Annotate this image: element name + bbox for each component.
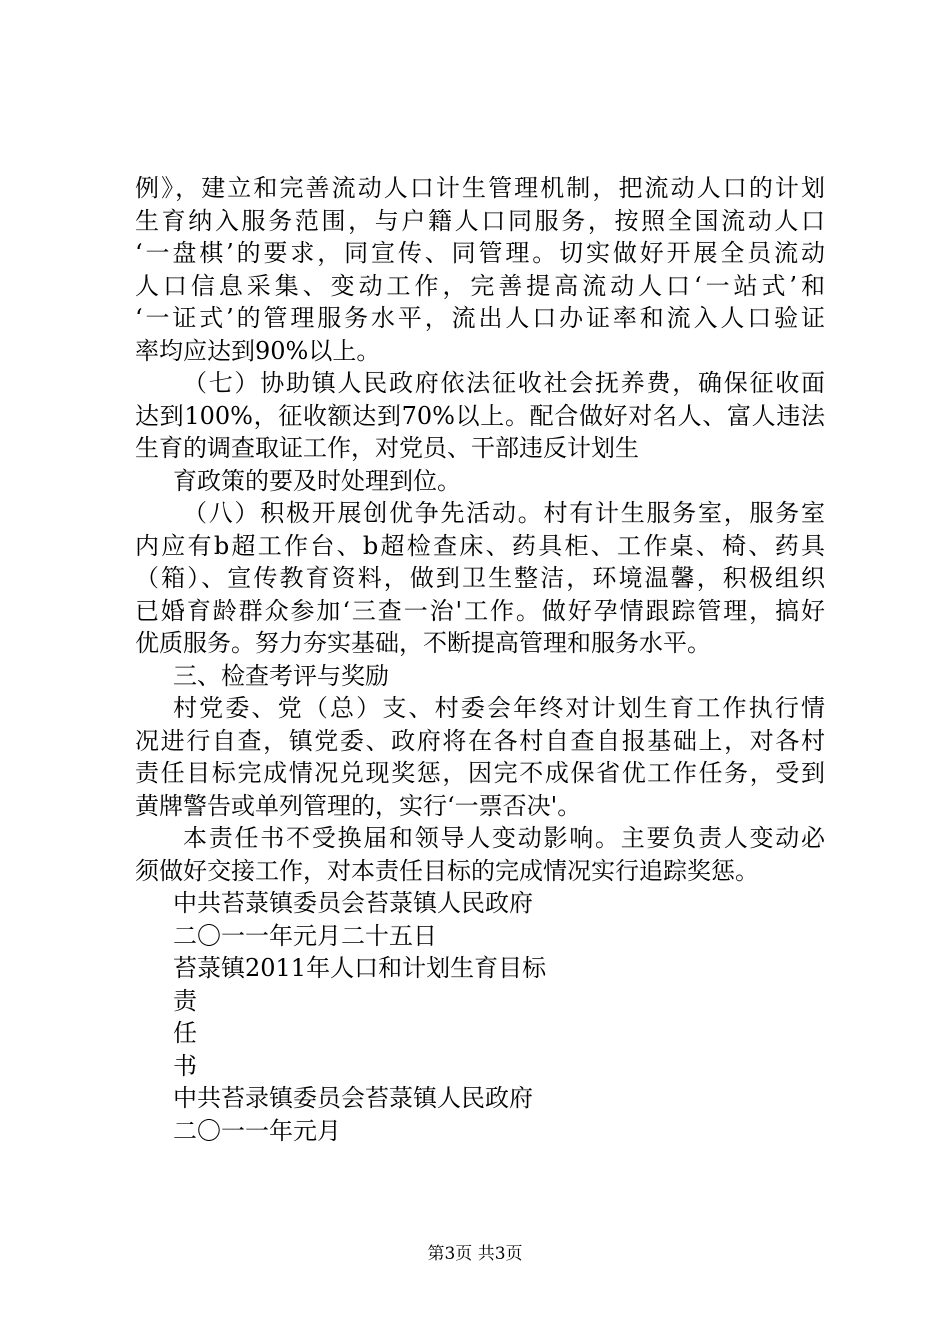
signatory-line: 中共苔菉镇委员会苔菉镇人民政府 bbox=[173, 889, 533, 917]
text-line: 责任目标完成情况兑现奖惩，因完不成保省优工作任务，受到 bbox=[135, 759, 825, 787]
section-heading: 三、检查考评与奖励 bbox=[173, 661, 389, 690]
text-line: 育政策的要及时处理到位。 bbox=[173, 466, 461, 495]
text-line: 优质服务。努力夯实基础，不断提高管理和服务水平。 bbox=[135, 629, 711, 657]
document-title: 苔菉镇2011年人口和计划生育目标 bbox=[173, 954, 547, 982]
date-line: 二〇一一年元月 bbox=[173, 1116, 341, 1145]
text-line: 已婚育龄群众参加‘三查一治'工作。做好孕情跟踪管理，搞好 bbox=[135, 596, 825, 625]
text-line: （七）协助镇人民政府依法征收社会抚养费，确保征收面 bbox=[183, 369, 825, 397]
text-line: 黄牌警告或单列管理的，实行‘一票否决'。 bbox=[135, 791, 582, 820]
text-line: ‘一证式’的管理服务水平，流出人口办证率和流入人口验证 bbox=[135, 304, 825, 332]
text-line: ‘一盘棋’的要求，同宣传、同管理。切实做好开展全员流动 bbox=[135, 239, 825, 267]
text-line: 生育的调查取证工作，对党员、干部违反计划生 bbox=[135, 434, 639, 462]
document-title: 书 bbox=[173, 1051, 197, 1080]
text-line: 村党委、党（总）支、村委会年终对计划生育工作执行情 bbox=[173, 694, 825, 722]
text-line: （箱）、宣传教育资料，做到卫生整洁，环境温馨，积极组织 bbox=[135, 564, 825, 592]
document-title: 任 bbox=[173, 1019, 197, 1047]
text-line: 达到100%，征收额达到70%以上。配合做好对名人、富人违法 bbox=[135, 401, 825, 430]
text-line: 本责任书不受换届和领导人变动影响。主要负责人变动必 bbox=[183, 824, 825, 852]
page-number: 第3页 共3页 bbox=[427, 1244, 523, 1264]
document-body bbox=[135, 172, 825, 1147]
text-line: 例》，建立和完善流动人口计生管理机制，把流动人口的计划 bbox=[135, 174, 825, 202]
text-line: （八）积极开展创优争先活动。村有计生服务室，服务室 bbox=[183, 499, 825, 527]
date-line: 二〇一一年元月二十五日 bbox=[173, 921, 437, 950]
text-line: 率均应达到90%以上。 bbox=[135, 336, 381, 365]
document-title: 责 bbox=[173, 986, 197, 1015]
text-line: 内应有b超工作台、b超检查床、药具柜、工作桌、椅、药具 bbox=[135, 531, 825, 560]
text-line: 人口信息采集、变动工作，完善提高流动人口‘一站式’和 bbox=[135, 271, 825, 300]
text-line: 须做好交接工作，对本责任目标的完成情况实行追踪奖惩。 bbox=[135, 856, 759, 885]
text-line: 况进行自查，镇党委、政府将在各村自查自报基础上，对各村 bbox=[135, 726, 825, 755]
text-line: 生育纳入服务范围，与户籍人口同服务，按照全国流动人口 bbox=[135, 206, 825, 235]
signatory-line: 中共苔录镇委员会苔菉镇人民政府 bbox=[173, 1084, 533, 1112]
